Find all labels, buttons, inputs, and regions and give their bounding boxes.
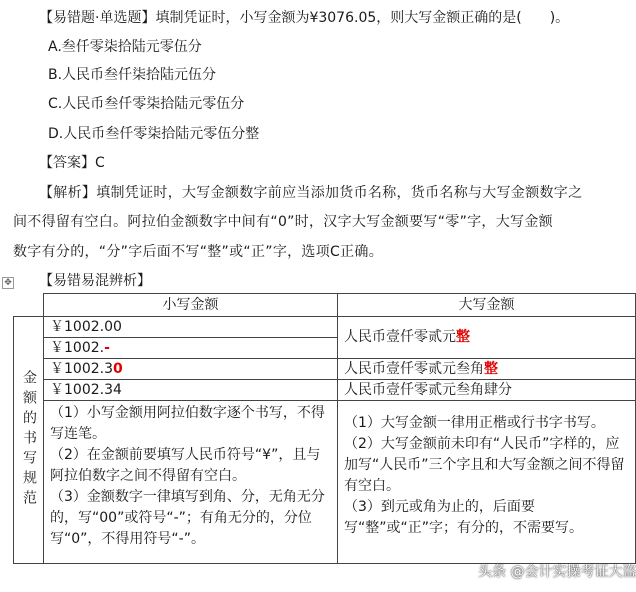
big-amount-3-text: 人民币壹仟零贰元叁角肆分 — [344, 381, 512, 398]
comparison-table — [13, 293, 636, 564]
big-amount-1-text: 人民币壹仟零贰元 — [344, 329, 456, 345]
small-amount-3-text: ￥1002.3 — [50, 360, 113, 377]
question-tag: 【易错题·单选题】 — [39, 10, 156, 26]
option-a: A.叁仟零柒拾陆元零伍分 — [48, 39, 202, 55]
small-amount-2 — [44, 338, 338, 359]
big-amount-rules — [338, 401, 636, 564]
small-amount-3 — [44, 359, 338, 380]
analysis-text-1: 填制凭证时，大写金额数字前应当添加货币名称，货币名称与大写金额数字之 — [96, 185, 583, 201]
small-amount-2-mark: - — [104, 339, 110, 356]
small-amount-1 — [44, 317, 338, 338]
small-amount-4 — [44, 380, 338, 401]
big-rule-3: （3）到元或角为止的，后面要写“整”或“正”字；有分的，不需要写。 — [344, 499, 584, 536]
header-big-amount: 大写金额 — [338, 294, 636, 317]
table-move-handle-icon[interactable]: ✥ — [2, 277, 14, 289]
table-row — [14, 380, 636, 401]
answer-value: C — [95, 155, 105, 171]
big-amount-1-mark: 整 — [456, 329, 470, 345]
question-line — [39, 8, 569, 28]
small-amount-4-text: ￥1002.34 — [50, 381, 122, 398]
watermark: 头条 @会计实操考证大盗 — [478, 564, 636, 580]
question-text: 填制凭证时，小写金额为¥3076.05，则大写金额正确的是( )。 — [155, 10, 570, 26]
analysis-line-1 — [39, 183, 582, 203]
big-amount-2-text: 人民币壹仟零贰元叁角 — [344, 360, 484, 377]
big-rule-2: （2）大写金额前未印有“人民币”字样的，应加写“人民币”三个字且和大写金额之间不得留有空白。 — [344, 436, 625, 494]
answer-label: 【答案】 — [39, 155, 95, 171]
table-header-row — [14, 294, 636, 317]
small-amount-3-mark: 0 — [113, 360, 123, 377]
analysis-label: 【解析】 — [39, 185, 97, 201]
small-amount-1-text: ￥1002.00 — [50, 318, 122, 335]
option-b: B.人民币叁仟柒拾陆元伍分 — [48, 67, 217, 83]
big-amount-1 — [338, 317, 636, 359]
section-title: 【易错易混辨析】 — [39, 273, 151, 289]
header-small-amount: 小写金额 — [44, 294, 338, 317]
table-row — [14, 317, 636, 338]
analysis-line-3: 数字有分的，“分”字后面不写“整”或“正”字，选项C正确。 — [13, 244, 383, 260]
table-row — [14, 359, 636, 380]
table-row — [14, 401, 636, 564]
small-amount-rules — [44, 401, 338, 564]
big-amount-3 — [338, 380, 636, 401]
option-d: D.人民币叁仟零柒拾陆元零伍分整 — [48, 126, 260, 142]
option-c: C.人民币叁仟零柒拾陆元零伍分 — [48, 96, 245, 112]
small-amount-2-text: ￥1002. — [50, 339, 105, 356]
small-rule-1: （1）小写金额用阿拉伯数字逐个书写，不得写连笔。 — [50, 405, 325, 442]
small-rule-2: （2）在金额前要填写人民币符号“¥”，且与阿拉伯数字之间不得留有空白。 — [50, 447, 321, 484]
table-corner — [14, 294, 44, 317]
row-label: 金额的书写规范 — [14, 317, 44, 564]
big-amount-2 — [338, 359, 636, 380]
small-rule-3: （3）金额数字一律填写到角、分，无角无分的，写“00”或符号“-”；有角无分的，分位写“0”，不得用符号“-”。 — [50, 489, 325, 547]
big-amount-2-mark: 整 — [484, 360, 498, 377]
analysis-line-2: 间不得留有空白。阿拉伯金额数字中间有“0”时，汉字大写金额要写“零”字，大写金额 — [13, 214, 553, 230]
big-rule-1: （1）大写金额一律用正楷或行书字书写。 — [344, 415, 605, 431]
answer-line — [39, 153, 105, 173]
